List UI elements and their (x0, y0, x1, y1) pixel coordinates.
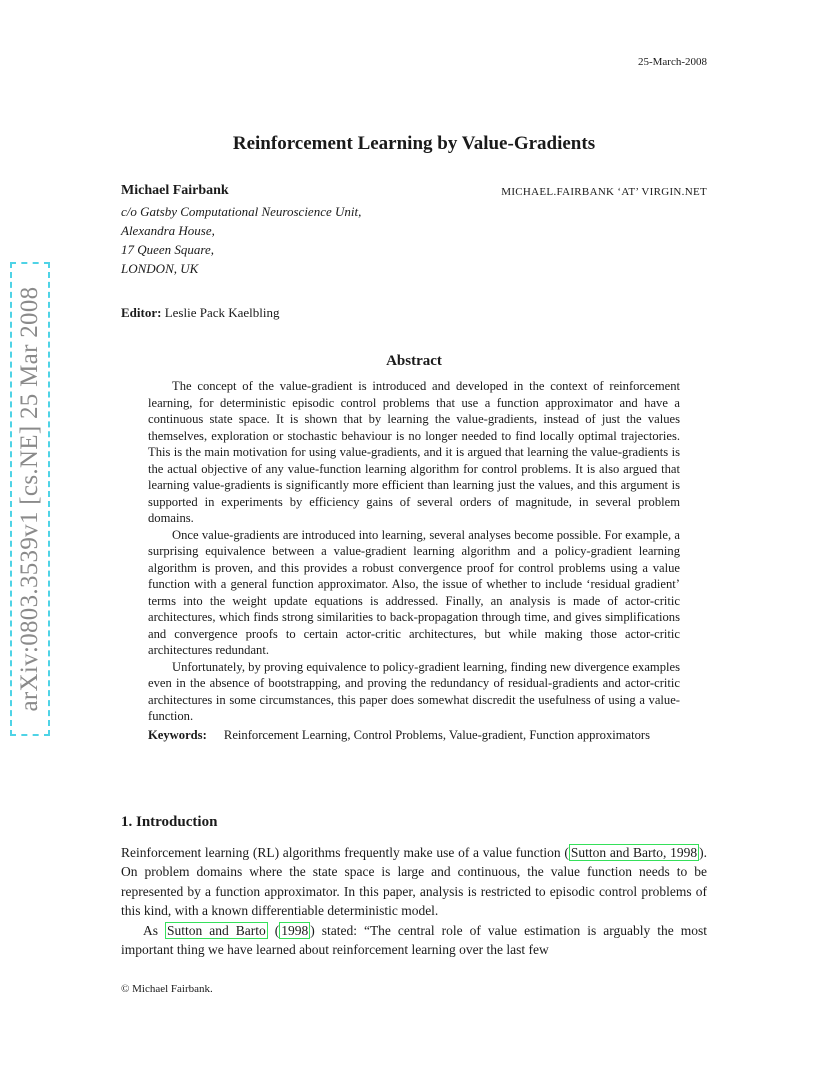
intro-text: ). On problem domains where the state space is large and continuous, the value function needs to be represented by a function approximator. In this paper, analysis is restricted to episodic control problems of this kind, with a known differentiable deterministic model. (121, 845, 707, 919)
citation-link[interactable]: 1998 (281, 922, 309, 938)
abstract-paragraph: The concept of the value-gradient is introduced and developed in the context of reinforcement learning, for deterministic episodic control problems that use a function approximator and have a continuous state space. It is shown that by learning the value-gradients, instead of just the values themselves, exploration or stochastic behaviour is no longer needed to find locally optimal trajectories. This is the main motivation for using value-gradients, and it is argued that learning the value-gradients is the actual objective of any value-function learning algorithm for control problems. It is also argued that learning value-gradients is significantly more efficient than learning just the values, and this argument is supported in experiments by efficiency gains of several orders of magnitude, in several problem domains. (148, 379, 680, 525)
editor-name: Leslie Pack Kaelbling (164, 305, 280, 320)
keywords-text: Reinforcement Learning, Control Problems, Value-gradient, Function approximators (223, 727, 651, 742)
affiliation-line: c/o Gatsby Computational Neuroscience Unit, (121, 204, 362, 219)
intro-text: ( (267, 922, 280, 938)
citation-link[interactable]: Sutton and Barto, 1998 (570, 845, 698, 860)
editor-label: Editor: (121, 305, 162, 320)
affiliation-line: 17 Queen Square, (121, 242, 215, 257)
date-header: 25-March-2008 (637, 56, 707, 68)
citation-link[interactable]: Sutton and Barto (167, 922, 266, 938)
abstract-heading: Abstract (386, 353, 442, 369)
introduction-body (121, 843, 707, 959)
affiliation-line: Alexandra House, (121, 223, 215, 238)
abstract-paragraph: Unfortunately, by proving equivalence to policy-gradient learning, finding new divergence examples even in the absence of bootstrapping, and proving the redundancy of residual-gradients and actor-critic architectures in some circumstances, this paper does somewhat discredit the usefulness of using a value-function. (148, 659, 680, 723)
author-name: Michael Fairbank (121, 183, 229, 198)
intro-text: Reinforcement learning (RL) algorithms frequently make use of a value function ( (121, 845, 569, 860)
copyright-footnote: © Michael Fairbank. (121, 983, 213, 995)
arxiv-stamp[interactable] (10, 262, 50, 736)
author-email: MICHAEL.FAIRBANK ‘AT’ VIRGIN.NET (501, 186, 707, 198)
intro-text: As (143, 922, 165, 938)
keywords (148, 727, 680, 744)
editor-line (121, 305, 280, 321)
section-heading-introduction: 1. Introduction (121, 814, 218, 830)
affiliation-line: LONDON, UK (121, 261, 199, 276)
arxiv-stamp-text: arXiv:0803.3539v1 [cs.NE] 25 Mar 2008 (16, 286, 43, 712)
intro-text: ) stated: “The central role of value estimation is arguably the most important thing we have learned about reinforcement learning over the last few (121, 922, 708, 958)
intro-paragraph (121, 843, 707, 921)
intro-paragraph (121, 921, 707, 960)
abstract-paragraph: Once value-gradients are introduced into learning, several analyses become possible. For example, a surprising equivalence between a value-gradient learning algorithm and a policy-gradient learning algorithm is proven, and this provides a robust convergence proof for control problems using a value function with a general function approximator. Also, the issue of whether to include ‘residual gradient’ terms into the weight update equations is addressed. Finally, an analysis is made of actor-critic architectures, which finds strong similarities to back-propagation through time, and gives simplifications and convergence proofs to certain actor-critic architectures, but while making those actor-critic architectures redundant. (148, 527, 680, 657)
abstract-body (148, 378, 680, 743)
paper-title: Reinforcement Learning by Value-Gradients (232, 133, 596, 154)
author-affiliation (121, 202, 361, 278)
keywords-label: Keywords: (148, 727, 207, 742)
